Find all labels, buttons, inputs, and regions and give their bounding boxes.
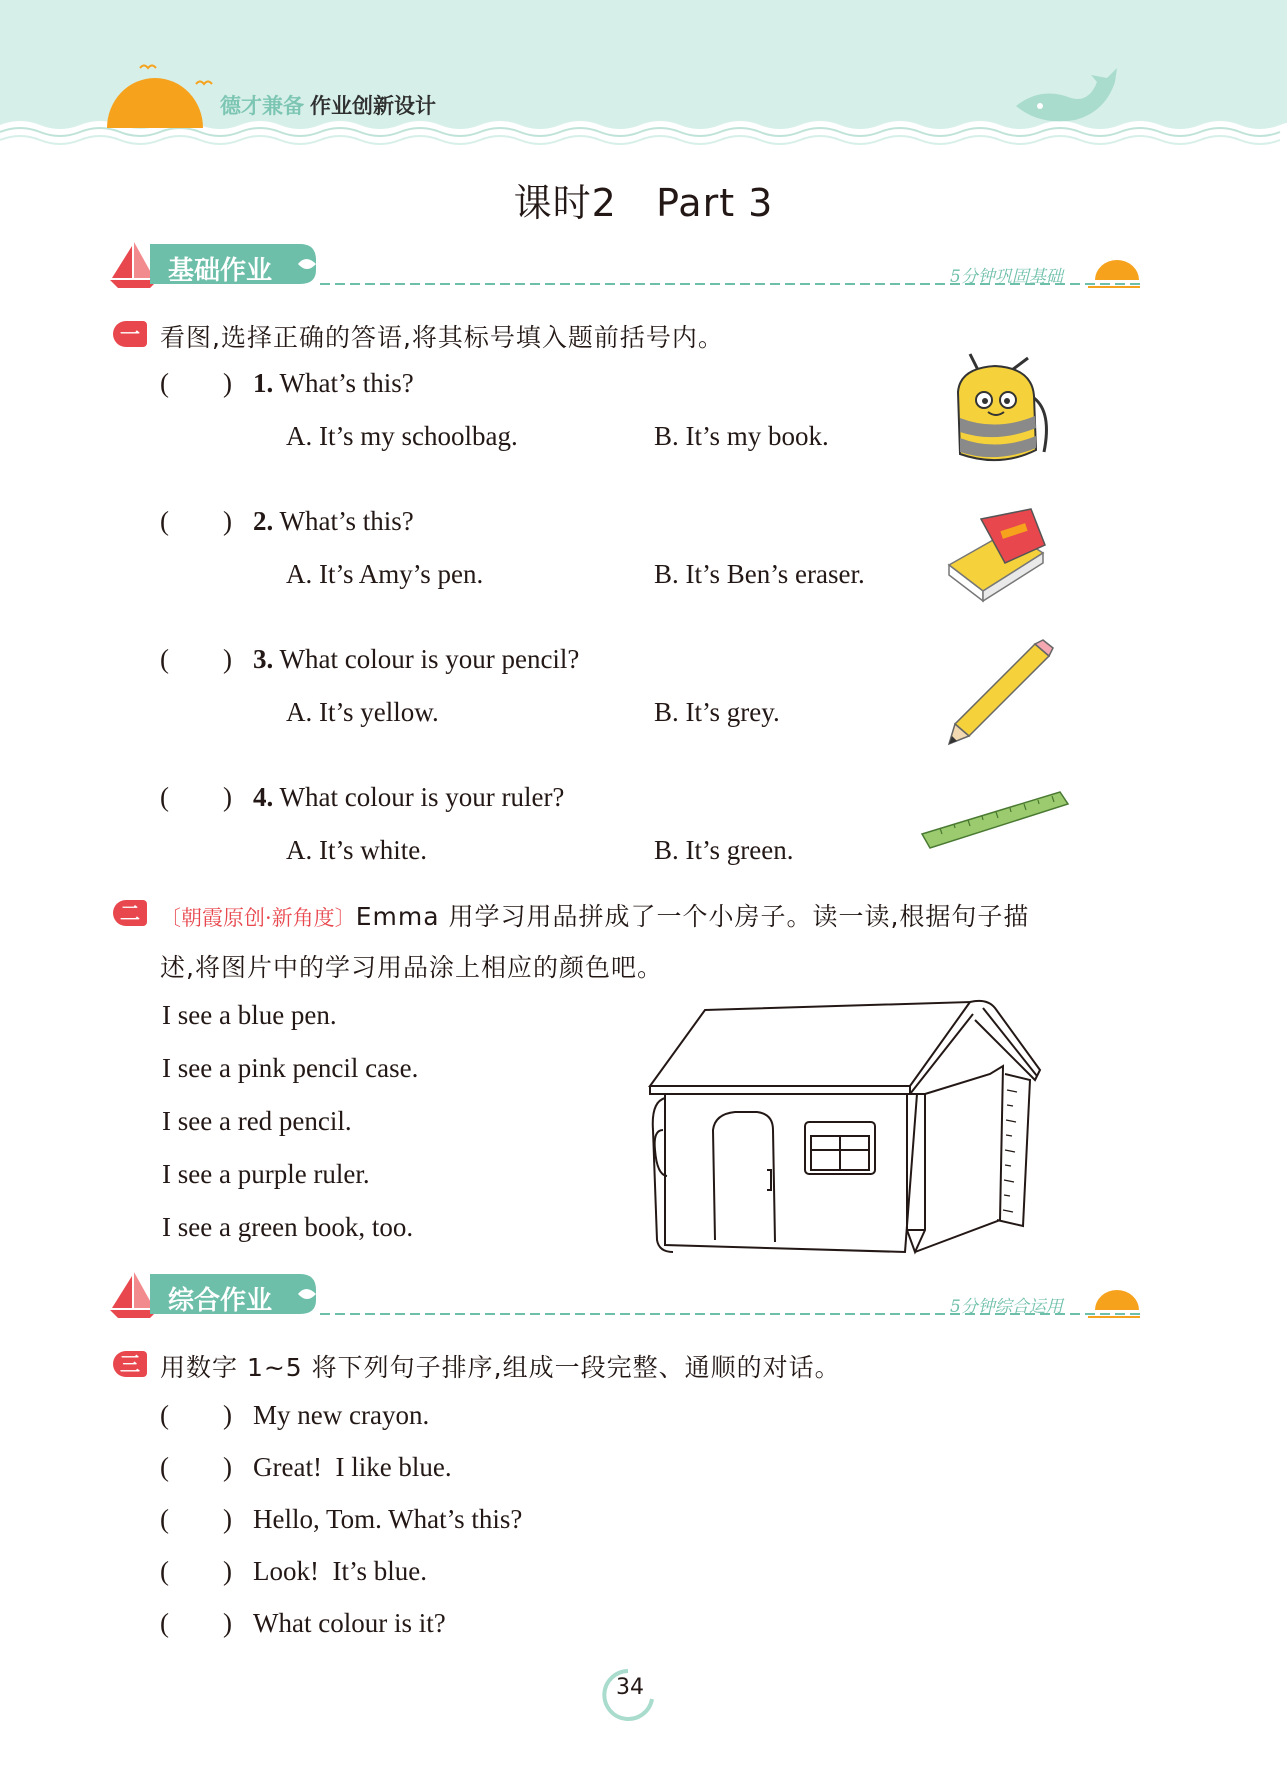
option-a: A. It’s Amy’s pen. (286, 559, 484, 589)
option-b: B. It’s green. (654, 835, 794, 865)
answer-blank[interactable]: ( ) (160, 1452, 232, 1482)
question-badge: 一 (113, 321, 147, 347)
dialogue-line: Look! It’s blue. (253, 1556, 427, 1586)
sentence: I see a pink pencil case. (162, 1053, 419, 1083)
dialogue-line: Great! I like blue. (253, 1452, 452, 1482)
item-question: What’s this? (279, 368, 414, 398)
dialogue-line: What colour is it? (253, 1608, 446, 1638)
brand (220, 90, 436, 120)
section-subtitle: 5分钟巩固基础 (950, 267, 1063, 287)
brand-dark: 作业创新设计 (310, 94, 436, 118)
page-number: 34 (616, 1675, 644, 1700)
sentence: I see a red pencil. (162, 1106, 352, 1136)
ruler-icon (920, 790, 1070, 860)
item-number: 2. (253, 506, 274, 536)
option-b: B. It’s my book. (654, 421, 829, 451)
header-decoration (0, 0, 1287, 160)
section-subtitle: 5分钟综合运用 (950, 1297, 1063, 1317)
sentence: I see a green book, too. (162, 1212, 414, 1242)
q1-item-2 (253, 506, 414, 537)
answer-blank[interactable]: ( ) (160, 782, 232, 812)
eraser-icon (945, 505, 1055, 605)
item-question: What’s this? (279, 506, 414, 536)
small-sun-icon (1095, 1290, 1139, 1310)
question-badge: 三 (113, 1351, 147, 1377)
option-a: A. It’s my schoolbag. (286, 421, 518, 451)
section-label: 综合作业 (168, 1286, 273, 1316)
answer-blank[interactable]: ( ) (160, 1504, 232, 1534)
whale-icon (1016, 68, 1117, 121)
question-badge: 二 (113, 900, 147, 926)
answer-blank[interactable]: ( ) (160, 1400, 232, 1430)
q1-item-4 (253, 782, 564, 813)
dialogue-line: Hello, Tom. What’s this? (253, 1504, 523, 1534)
q2-instruction-line2: 述,将图片中的学习用品涂上相应的颜色吧。 (160, 953, 663, 982)
small-sun-icon (1095, 260, 1139, 280)
q3-instruction: 用数字 1~5 将下列句子排序,组成一段完整、通顺的对话。 (160, 1353, 841, 1382)
schoolbag-icon (940, 352, 1060, 472)
option-b: B. It’s grey. (654, 697, 780, 727)
answer-blank[interactable]: ( ) (160, 368, 232, 398)
item-number: 1. (253, 368, 274, 398)
option-b: B. It’s Ben’s eraser. (654, 559, 865, 589)
section-label: 基础作业 (168, 256, 273, 286)
instruction-text: Emma 用学习用品拼成了一个小房子。读一读,根据句子描 (355, 902, 1030, 931)
pencil-icon (945, 638, 1055, 748)
source-tag: 〔朝霞原创·新角度〕 (160, 906, 356, 930)
q1-item-1 (253, 368, 414, 399)
q1-item-3 (253, 644, 579, 675)
answer-blank[interactable]: ( ) (160, 506, 232, 536)
item-number: 3. (253, 644, 274, 674)
sentence: I see a purple ruler. (162, 1159, 370, 1189)
q2-instruction-line1 (160, 897, 1029, 933)
option-a: A. It’s white. (286, 835, 427, 865)
item-number: 4. (253, 782, 274, 812)
page-title: 课时2 Part 3 (513, 181, 774, 225)
dialogue-line: My new crayon. (253, 1400, 430, 1430)
answer-blank[interactable]: ( ) (160, 644, 232, 674)
sentence: I see a blue pen. (162, 1000, 337, 1030)
option-a: A. It’s yellow. (286, 697, 439, 727)
brand-green: 德才兼备 (220, 94, 304, 118)
item-question: What colour is your pencil? (279, 644, 580, 674)
house-drawing[interactable] (645, 990, 1055, 1260)
sun-icon (107, 78, 203, 128)
q1-instruction: 看图,选择正确的答语,将其标号填入题前括号内。 (160, 323, 724, 352)
item-question: What colour is your ruler? (279, 782, 565, 812)
answer-blank[interactable]: ( ) (160, 1556, 232, 1586)
answer-blank[interactable]: ( ) (160, 1608, 232, 1638)
